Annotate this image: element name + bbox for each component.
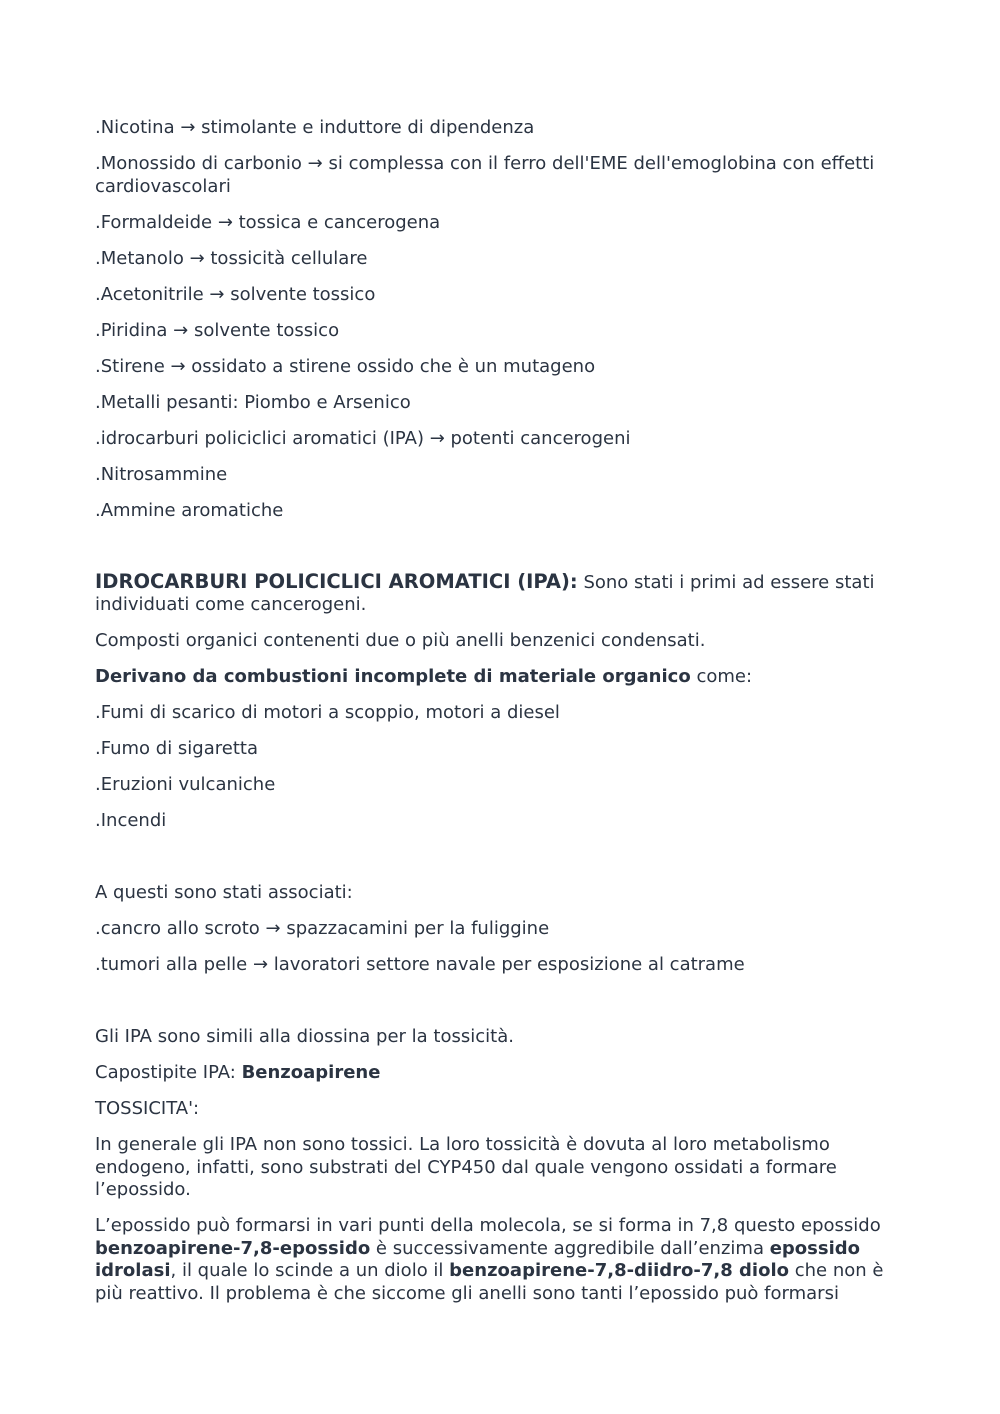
list-item: .Nicotina → stimolante e induttore di dipendenza bbox=[95, 117, 535, 138]
generale-paragraph: In generale gli IPA non sono tossici. La loro tossicità è dovuta al loro metabolismo endogeno, infatti, sono substrati del CYP450 dal quale vengono ossidati a formare l’epossido. bbox=[95, 1134, 837, 1200]
list-item: .cancro allo scroto → spazzacamini per la fuliggine bbox=[95, 918, 550, 939]
list-item: .Piridina → solvente tossico bbox=[95, 319, 340, 341]
list-item: .Ammine aromatiche bbox=[95, 499, 284, 521]
list-item: .Fumo di sigaretta bbox=[95, 738, 258, 759]
spacer bbox=[95, 990, 910, 1026]
capostipite-label: Capostipite IPA: bbox=[95, 1062, 242, 1083]
list-item: .idrocarburi policiclici aromatici (IPA) → potenti cancerogeni bbox=[95, 427, 631, 449]
epossido-text-4: che non è più reattivo. Il problema è che siccome gli anelli sono tanti l’epossido può formarsi bbox=[95, 1260, 884, 1304]
capostipite-paragraph bbox=[95, 1062, 910, 1085]
list-item: .tumori alla pelle → lavoratori settore navale per esposizione al catrame bbox=[95, 954, 745, 975]
derivano-rest: come: bbox=[690, 666, 753, 687]
composti-paragraph: Composti organici contenenti due o più anelli benzenici condensati. bbox=[95, 630, 706, 651]
tossicita-title: TOSSICITA': bbox=[95, 1098, 200, 1119]
epossido-text-2: è successivamente aggredibile dall’enzima bbox=[370, 1237, 770, 1259]
spacer bbox=[95, 536, 910, 571]
epossido-text-1: L’epossido può formarsi in vari punti della molecola, se si forma in 7,8 questo epossido bbox=[95, 1215, 881, 1236]
list-item: .Metanolo → tossicità cellulare bbox=[95, 247, 368, 269]
list-item: .Stirene → ossidato a stirene ossido che è un mutageno bbox=[95, 355, 596, 377]
list-item: .Metalli pesanti: Piombo e Arsenico bbox=[95, 391, 411, 413]
list-item: .Nitrosammine bbox=[95, 463, 228, 485]
epossido-paragraph bbox=[95, 1215, 910, 1305]
epossido-bold-1: benzoapirene-7,8-epossido bbox=[95, 1237, 371, 1259]
epossido-text-3: , il quale lo scinde a un diolo il bbox=[170, 1260, 450, 1281]
associati-intro: A questi sono stati associati: bbox=[95, 882, 353, 903]
section-heading-ipa: IDROCARBURI POLICICLICI AROMATICI (IPA): bbox=[95, 569, 578, 593]
list-item: .Incendi bbox=[95, 810, 167, 831]
sources-list bbox=[95, 702, 910, 833]
list-item: .Eruzioni vulcaniche bbox=[95, 774, 276, 795]
capostipite-value: Benzoapirene bbox=[241, 1062, 381, 1083]
derivano-bold: Derivano da combustioni incomplete di materiale organico bbox=[95, 666, 691, 687]
simili-paragraph: Gli IPA sono simili alla diossina per la tossicità. bbox=[95, 1026, 514, 1047]
derivano-paragraph bbox=[95, 666, 910, 689]
document-page bbox=[95, 117, 910, 1319]
ipa-intro-paragraph bbox=[95, 571, 910, 617]
list-item: .Acetonitrile → solvente tossico bbox=[95, 283, 376, 305]
toxic-substances-list bbox=[95, 117, 910, 522]
ipa-intro-text: Sono stati i primi ad essere stati individuati come cancerogeni. bbox=[95, 571, 875, 615]
list-item: .Formaldeide → tossica e cancerogena bbox=[95, 211, 441, 233]
epossido-bold-3: benzoapirene-7,8-diidro-7,8 diolo bbox=[449, 1260, 789, 1281]
list-item: .Monossido di carbonio → si complessa con il ferro dell'EME dell'emoglobina con effetti cardiovascolari bbox=[95, 153, 875, 197]
epossido-bold-2: epossido idrolasi bbox=[95, 1237, 861, 1281]
list-item: .Fumi di scarico di motori a scoppio, motori a diesel bbox=[95, 702, 560, 723]
spacer bbox=[95, 846, 910, 882]
